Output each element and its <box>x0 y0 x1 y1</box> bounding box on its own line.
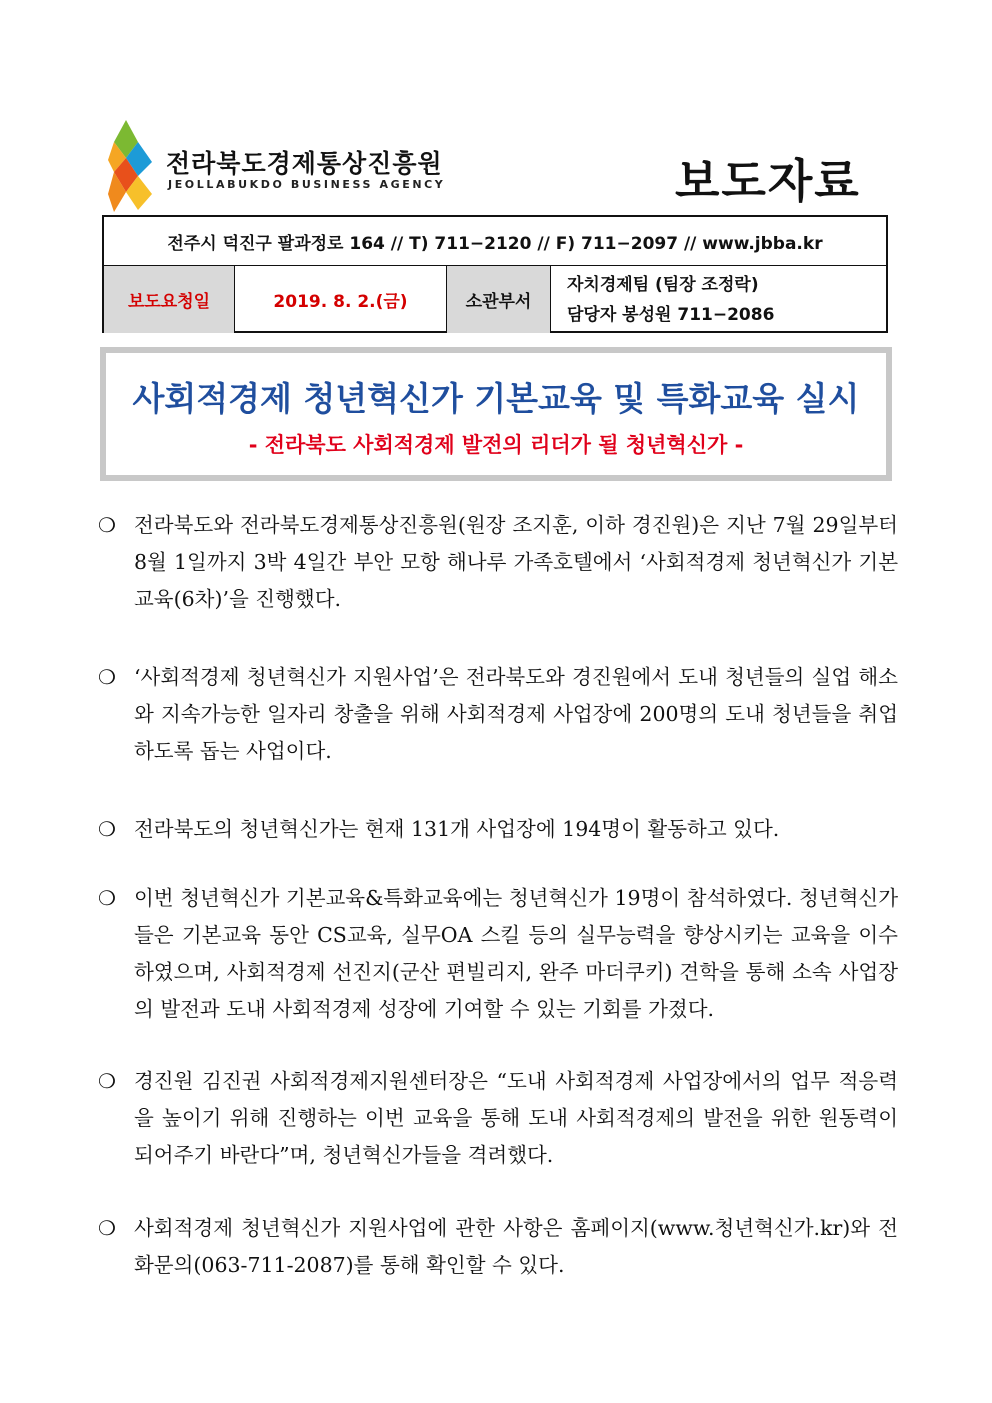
headline-box <box>100 347 892 481</box>
bullet-icon: ❍ <box>98 1216 116 1240</box>
bullet-icon: ❍ <box>98 665 116 689</box>
paragraph-text: 이번 청년혁신가 기본교육&특화교육에는 청년혁신가 19명이 참석하였다. 청년혁신가들은 기본교육 동안 CS교육, 실무OA 스킬 등의 실무능력을 향상시키는 교육을 이수하였으며, 사회적경제 선진지(군산 편빌리지, 완주 마더쿠키) 견학을 통해 소속 사업장의 발전과 도내 사회적경제 성장에 기여할 수 있는 기회를 가졌다. <box>134 886 898 1021</box>
paragraph-1 <box>96 507 898 618</box>
press-release-title: 보도자료 <box>675 154 861 208</box>
info-table <box>102 215 888 333</box>
paragraph-text: ‘사회적경제 청년혁신가 지원사업’은 전라북도와 경진원에서 도내 청년들의 실업 해소와 지속가능한 일자리 창출을 위해 사회적경제 사업장에 200명의 도내 청년들을 취업하도록 돕는 사업이다. <box>134 665 898 763</box>
department-info <box>551 266 886 333</box>
org-name: 전라북도경제통상진흥원 <box>166 149 443 178</box>
headline-title: 사회적경제 청년혁신가 기본교육 및 특화교육 실시 <box>132 379 860 418</box>
contact-line: 전주시 덕진구 팔과정로 164 // T) 711−2120 // F) 711−2097 // www.jbba.kr <box>104 217 886 266</box>
paragraph-text: 전라북도와 전라북도경제통상진흥원(원장 조지훈, 이하 경진원)은 지난 7월 29일부터 8월 1일까지 3박 4일간 부안 모항 해나루 가족호텔에서 ‘사회적경제 청년혁신가 기본교육(6차)’을 진행했다. <box>134 513 898 611</box>
bullet-icon: ❍ <box>98 513 116 537</box>
department-team: 자치경제팀 (팀장 조정락) <box>567 274 759 295</box>
paragraph-5 <box>96 1063 898 1174</box>
agency-logo-icon <box>108 120 160 215</box>
request-date: 2019. 8. 2.(금) <box>235 266 447 333</box>
agency-logo <box>108 120 446 215</box>
paragraph-2 <box>96 659 898 770</box>
department-label: 소관부서 <box>447 266 551 333</box>
request-date-label: 보도요청일 <box>104 266 235 333</box>
bullet-icon: ❍ <box>98 886 116 910</box>
headline-subtitle: - 전라북도 사회적경제 발전의 리더가 될 청년혁신가 - <box>248 433 744 457</box>
bullet-icon: ❍ <box>98 817 116 841</box>
paragraph-3 <box>96 811 898 848</box>
department-contact: 담당자 봉성원 711−2086 <box>567 304 775 325</box>
paragraph-text: 사회적경제 청년혁신가 지원사업에 관한 사항은 홈페이지(www.청년혁신가.kr)와 전화문의(063-711-2087)를 통해 확인할 수 있다. <box>134 1216 898 1277</box>
paragraph-text: 경진원 김진권 사회적경제지원센터장은 “도내 사회적경제 사업장에서의 업무 적응력을 높이기 위해 진행하는 이번 교육을 통해 도내 사회적경제의 발전을 위한 원동력이 되어주기 바란다”며, 청년혁신가들을 격려했다. <box>134 1069 898 1167</box>
org-name-english: JEOLLABUKDO BUSINESS AGENCY <box>168 178 446 191</box>
article-body <box>96 507 898 1284</box>
paragraph-4 <box>96 880 898 1028</box>
bullet-icon: ❍ <box>98 1069 116 1093</box>
paragraph-text: 전라북도의 청년혁신가는 현재 131개 사업장에 194명이 활동하고 있다. <box>134 817 780 841</box>
paragraph-6 <box>96 1210 898 1284</box>
